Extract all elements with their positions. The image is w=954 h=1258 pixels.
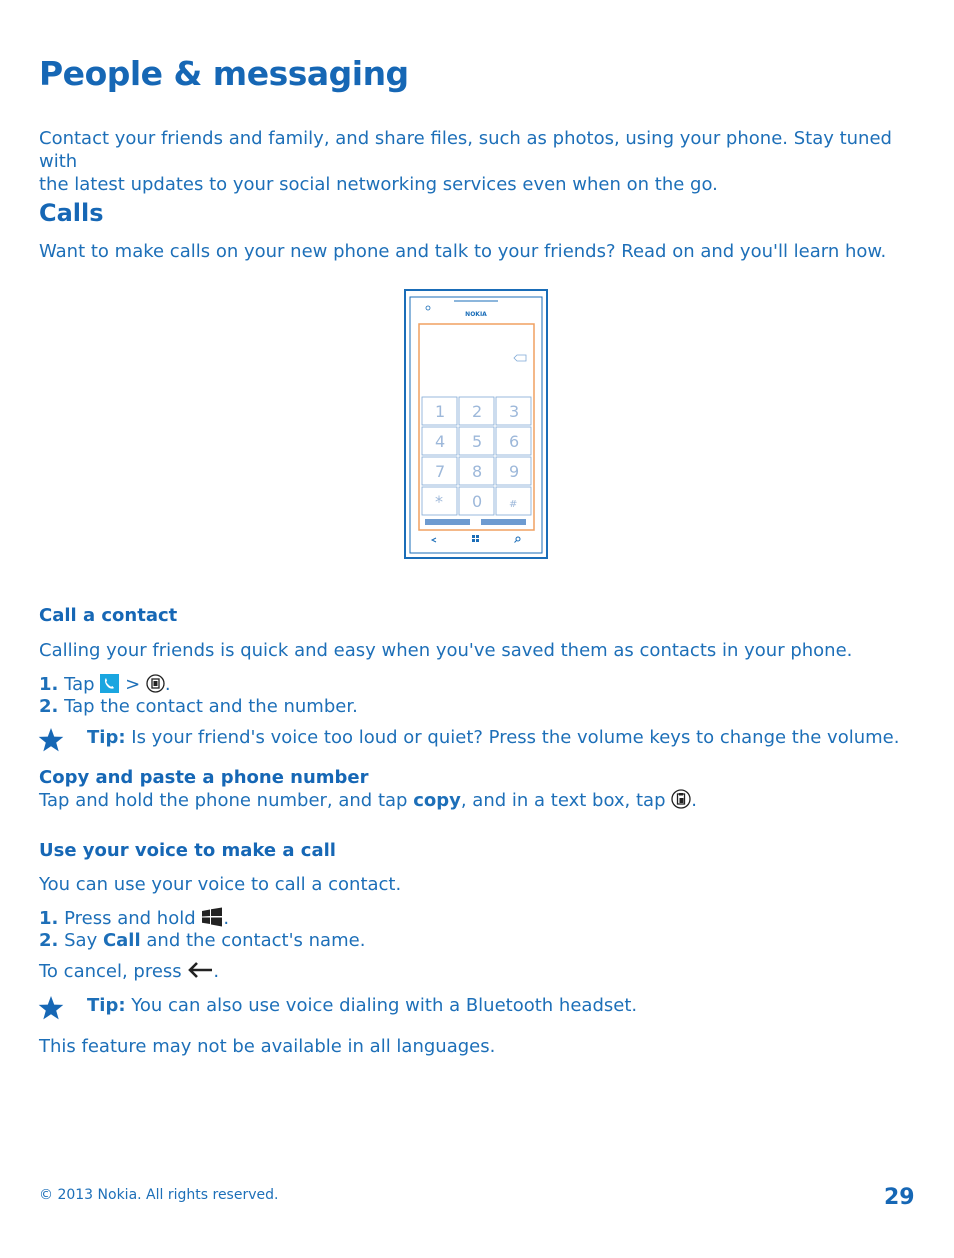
keypad-key-label: 1: [435, 402, 446, 421]
call-contact-step-2: 2. Tap the contact and the number.: [39, 696, 358, 717]
keypad-key-label: 0: [472, 492, 483, 511]
voice-body: You can use your voice to call a contact.: [39, 874, 402, 895]
call-contact-body: Calling your friends is quick and easy when you've saved them as contacts in your phone.: [39, 640, 853, 661]
footer-copyright: © 2013 Nokia. All rights reserved.: [39, 1187, 279, 1203]
star-icon: [38, 995, 64, 1025]
call-contact-step-1: 1. Tap > .: [39, 673, 171, 699]
keypad-key-label: 6: [509, 432, 520, 451]
voice-note: This feature may not be available in all languages.: [39, 1036, 496, 1057]
paste-icon: [671, 789, 691, 815]
page-title: People & messaging: [39, 54, 409, 93]
star-icon: [38, 727, 64, 757]
intro-line-2: the latest updates to your social networking services even when on the go.: [39, 174, 718, 195]
keypad-key-label: 2: [472, 402, 483, 421]
keypad-key-label: 3: [509, 402, 520, 421]
subheading-voice-call: Use your voice to make a call: [39, 840, 336, 861]
copy-paste-body: Tap and hold the phone number, and tap copy, and in a text box, tap .: [39, 789, 697, 815]
step-number: 1.: [39, 674, 59, 695]
intro-line-1: Contact your friends and family, and share files, such as photos, using your phone. Stay tuned with: [39, 128, 892, 172]
voice-step-1: 1. Press and hold .: [39, 907, 229, 933]
back-arrow-icon: [187, 960, 213, 986]
keypad-key-label: 7: [435, 462, 446, 481]
keypad-key-label: *: [435, 492, 443, 511]
keypad-key-label: #: [509, 499, 518, 510]
section-heading-calls: Calls: [39, 199, 104, 227]
keypad-key-label: 8: [472, 462, 483, 481]
page-number: 29: [884, 1185, 915, 1210]
intro-paragraph: [39, 127, 919, 196]
subheading-call-contact: Call a contact: [39, 605, 178, 626]
tip-volume: Tip: Is your friend's voice too loud or quiet? Press the volume keys to change the volume.: [87, 727, 900, 748]
voice-cancel: To cancel, press .: [39, 960, 219, 986]
calls-lead: Want to make calls on your new phone and talk to your friends? Read on and you'll learn how.: [39, 241, 887, 262]
keypad-key-label: 9: [509, 462, 520, 481]
subheading-copy-paste: Copy and paste a phone number: [39, 767, 369, 788]
voice-step-2: 2. Say Call and the contact's name.: [39, 930, 366, 951]
keypad-key-label: 5: [472, 432, 483, 451]
tip-bluetooth: Tip: You can also use voice dialing with a Bluetooth headset.: [87, 995, 638, 1016]
phone-illustration: [404, 289, 548, 559]
keypad-key-label: 4: [435, 432, 446, 451]
phone-brand: NOKIA: [465, 311, 487, 318]
